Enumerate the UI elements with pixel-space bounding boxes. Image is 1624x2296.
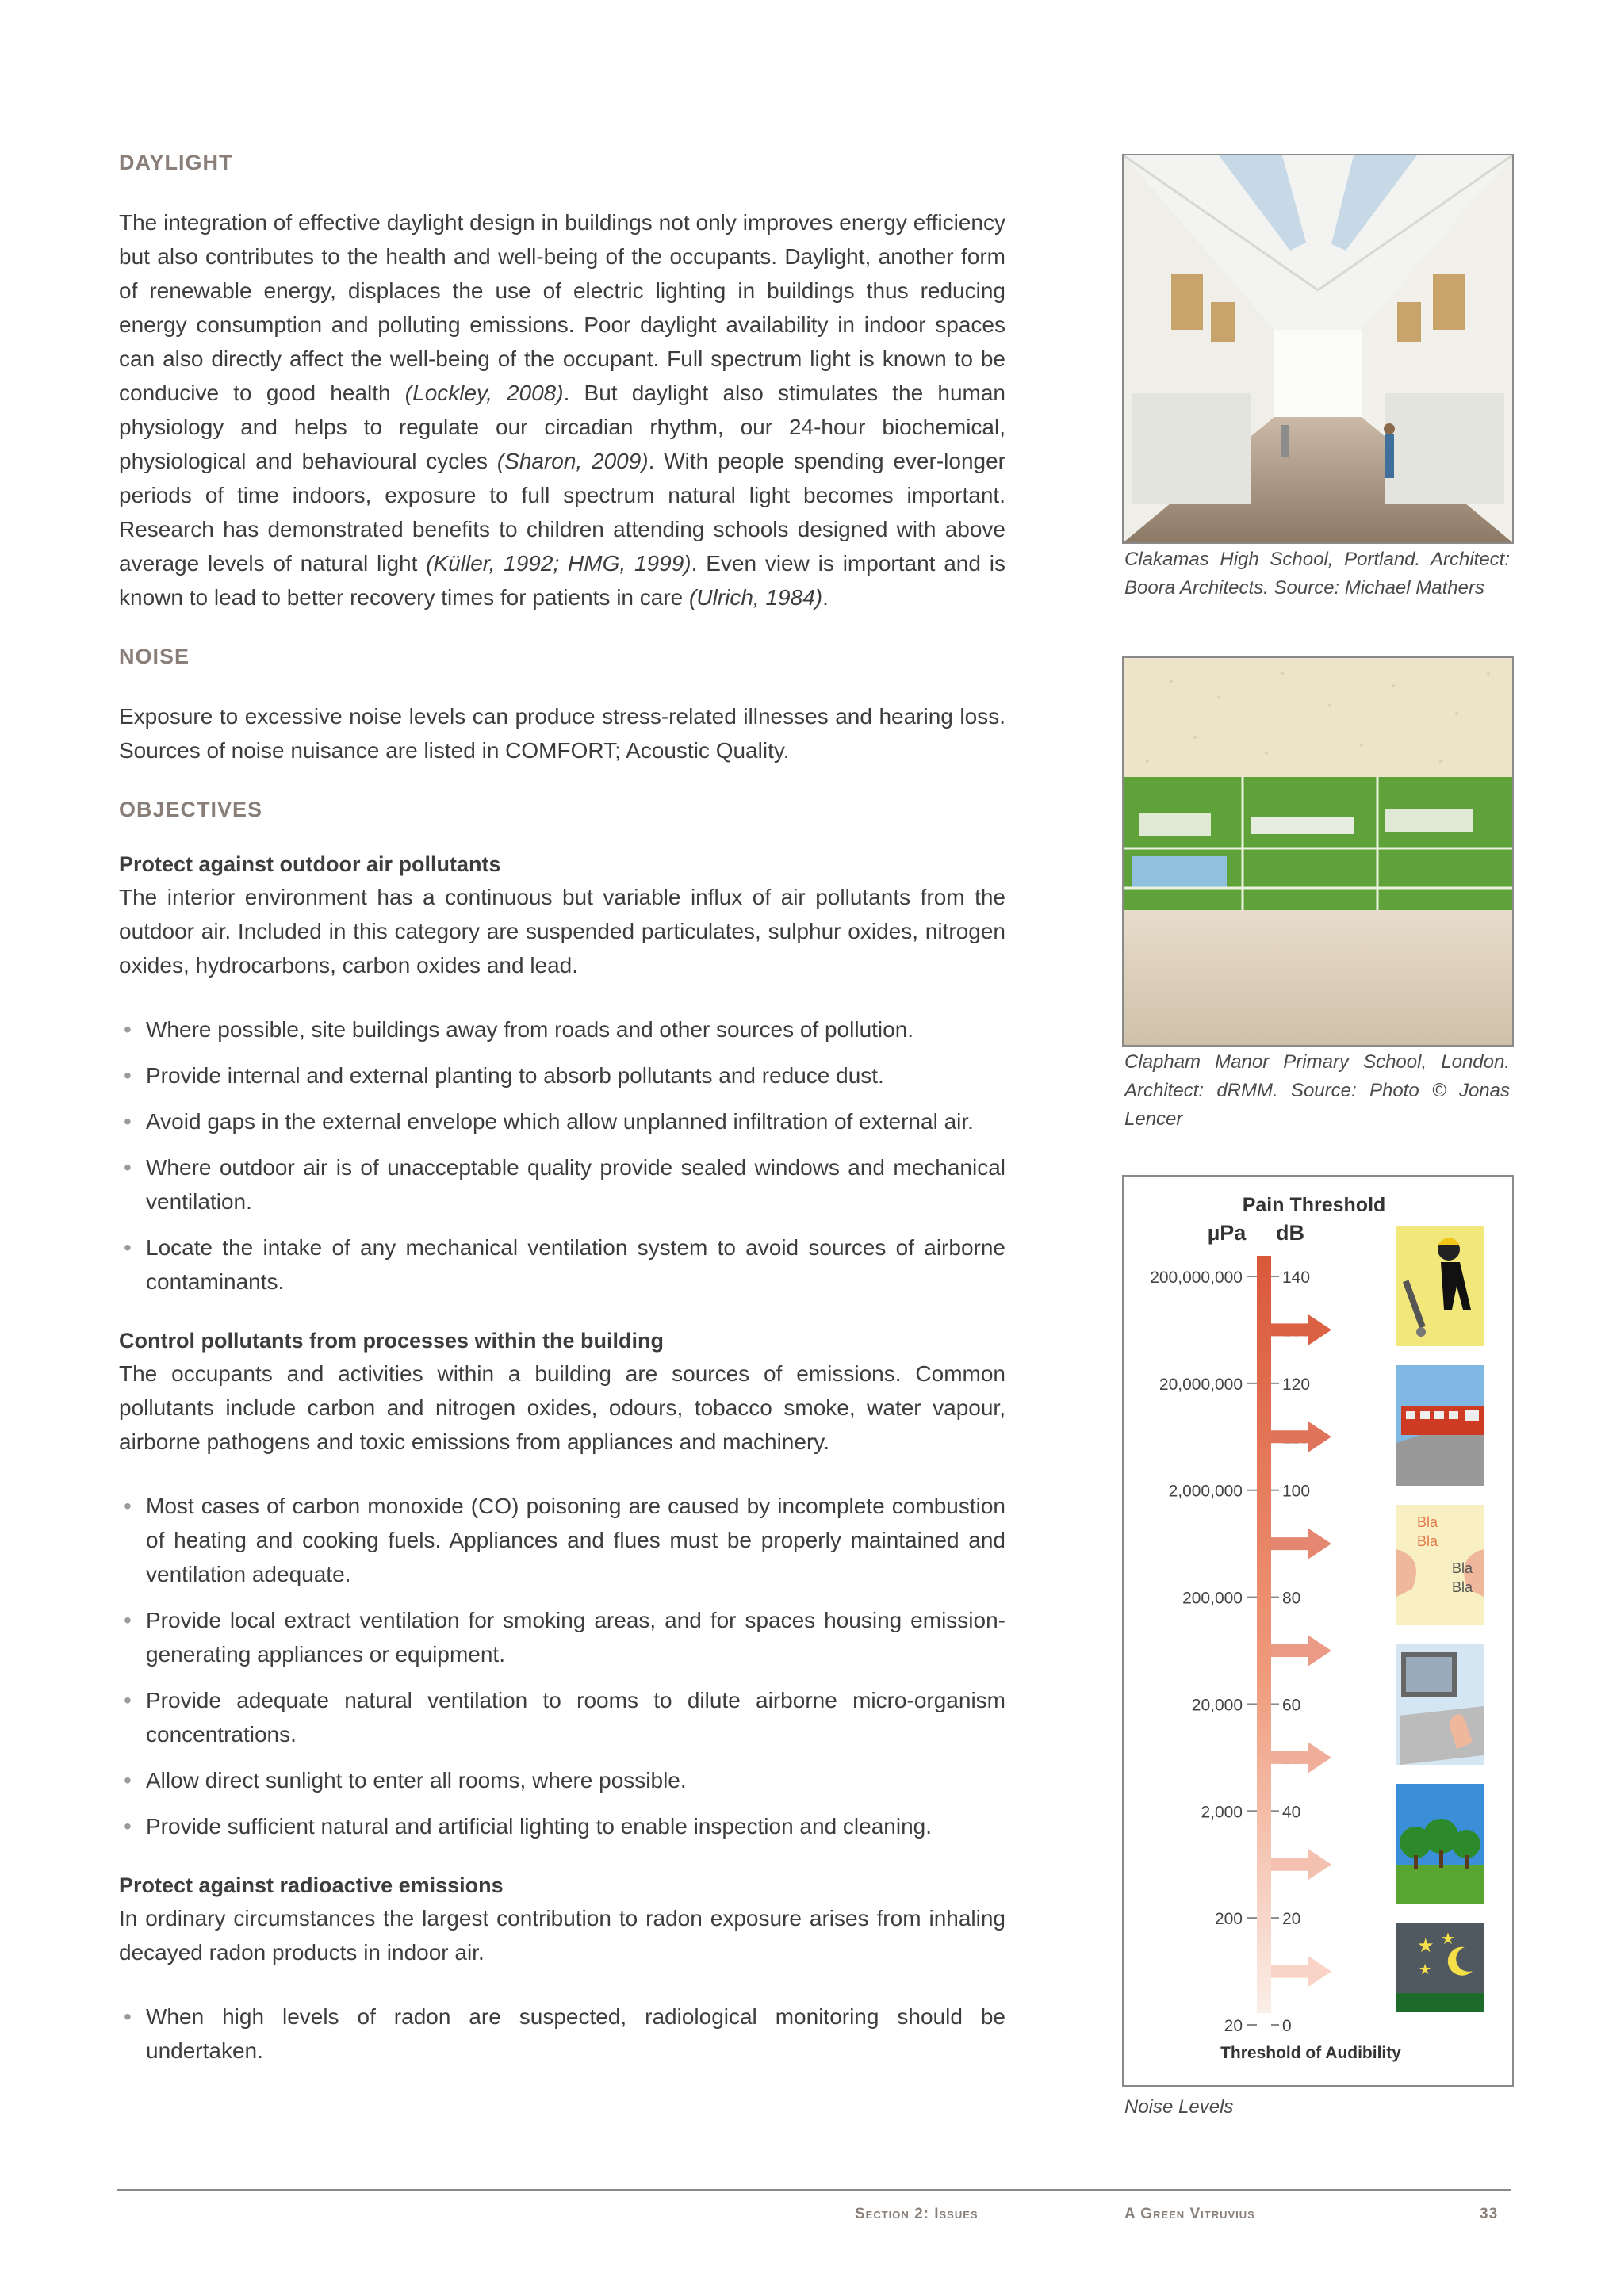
classroom-illustration <box>1124 658 1512 1045</box>
db-tick-label: 80 <box>1282 1589 1301 1608</box>
process-pollutants-list <box>119 1489 1005 1843</box>
computer-keyboard-icon <box>1396 1644 1484 1765</box>
outdoor-pollutants-paragraph: The interior environment has a continuous but variable influx of air pollutants from the outdoor air. Included in this category are suspended particulates, sulphur oxides, nitrogen oxides, hydrocarbons, carbon oxides and lead. <box>119 885 1005 978</box>
db-tick-label: 140 <box>1282 1269 1311 1287</box>
citation: (Sharon, 2009) <box>496 449 649 473</box>
jackhammer-icon <box>1396 1226 1484 1346</box>
list-item: • Where possible, site buildings away from roads and other sources of pollution. <box>119 1012 1005 1047</box>
night-sky-icon <box>1396 1923 1484 2012</box>
speech-text: Bla <box>1417 1514 1438 1530</box>
footer-section: Section 2: Issues <box>855 2206 979 2222</box>
noise-scale-svg <box>1124 1177 1512 2085</box>
level-arrow <box>1271 1421 1331 1452</box>
svg-text:★: ★ <box>1441 1929 1455 1948</box>
speech-text: Bla <box>1452 1560 1473 1576</box>
footer-book-title: A Green Vitruvius <box>1124 2206 1255 2222</box>
list-item: • Allow direct sunlight to enter all rooms, where possible. <box>119 1763 1005 1797</box>
main-text-column <box>119 151 1005 2098</box>
db-tick-label: 40 <box>1282 1803 1301 1822</box>
corridor-photo <box>1122 154 1514 544</box>
level-arrow <box>1271 1849 1331 1881</box>
level-arrow <box>1271 1956 1331 1988</box>
upa-tick-label: 200 <box>1214 1910 1243 1929</box>
corridor-illustration <box>1124 155 1512 542</box>
scale-bar <box>1257 1256 1271 2013</box>
upa-tick-label: 200,000 <box>1182 1589 1243 1608</box>
outdoor-pollutants-list <box>119 1012 1005 1299</box>
citation: (Küller, 1992; HMG, 1999) <box>426 551 691 576</box>
citation: (Ulrich, 1984) <box>689 585 823 610</box>
db-axis-label: dB <box>1276 1221 1304 1245</box>
noise-paragraph: Exposure to excessive noise levels can produce stress-related illnesses and hearing loss. Sources of noise nuisance are listed in COMFORT; Acoustic Quality. <box>119 704 1005 763</box>
db-tick-label: 0 <box>1282 2017 1292 2035</box>
classroom-photo <box>1122 656 1514 1047</box>
train-icon <box>1396 1365 1484 1486</box>
outdoor-pollutants-subheading: Protect against outdoor air pollutants <box>119 852 501 876</box>
list-item: • Most cases of carbon monoxide (CO) poisoning are caused by incomplete combustion of heating and cooking fuels. Appliances and flues must be properly maintained and ventilation adequate. <box>119 1489 1005 1591</box>
corridor-caption: Clakamas High School, Portland. Architect: Boora Architects. Source: Michael Mathers <box>1124 549 1510 599</box>
db-tick-label: 120 <box>1282 1375 1311 1394</box>
chart-title: Pain Threshold <box>1242 1194 1386 1216</box>
upa-axis-label: µPa <box>1207 1221 1247 1245</box>
radioactive-list <box>119 1999 1005 2068</box>
speech-text: Bla <box>1452 1579 1473 1595</box>
list-item: • Locate the intake of any mechanical ventilation system to avoid sources of airborne contaminants. <box>119 1230 1005 1299</box>
level-arrow <box>1271 1742 1331 1774</box>
process-pollutants-subheading: Control pollutants from processes within the building <box>119 1329 665 1353</box>
upa-tick-label: 2,000 <box>1201 1803 1243 1822</box>
upa-tick-label: 20,000 <box>1191 1696 1243 1715</box>
list-item: • When high levels of radon are suspected, radiological monitoring should be undertaken. <box>119 1999 1005 2068</box>
svg-text:★: ★ <box>1419 1961 1432 1978</box>
level-arrow <box>1271 1314 1331 1345</box>
list-item: • Provide adequate natural ventilation to rooms to dilute airborne micro-organism concentrations. <box>119 1683 1005 1751</box>
objectives-heading: OBJECTIVES <box>119 798 263 821</box>
noise-levels-caption: Noise Levels <box>1124 2096 1234 2118</box>
upa-tick-label: 20,000,000 <box>1159 1375 1243 1394</box>
radioactive-subheading: Protect against radioactive emissions <box>119 1873 504 1897</box>
daylight-paragraph: The integration of effective daylight design in buildings not only improves energy efficiency but also contributes to the health and well-being of the occupants. Daylight, another form of renewable energy, displaces the use of electric lighting in buildings thus reducing energy consumption and polluting emissions. Poor daylight availability in indoor spaces can also directly affect the well-being of the occupant. Full spectrum light is known to be conducive to good health (Lockley, 2008). But daylight also stimulates the human physiology and helps to regulate our circadian rhythm, our 24-hour biochemical, physiological and behavioural cycles (Sharon, 2009). With people spending ever-longer periods of time indoors, exposure to full spectrum natural light becomes important. Research has demonstrated benefits to children attending schools designed with above average levels of natural light (Küller, 1992; HMG, 1999). Even view is important and is known to lead to better recovery times for patients in care (Ulrich, 1984). <box>119 210 1006 610</box>
upa-tick-label: 200,000,000 <box>1150 1269 1243 1287</box>
noise-heading: NOISE <box>119 645 190 668</box>
list-item: • Provide sufficient natural and artificial lighting to enable inspection and cleaning. <box>119 1809 1005 1843</box>
svg-text:★: ★ <box>1417 1934 1434 1957</box>
page-number: 33 <box>1480 2206 1499 2222</box>
classroom-caption: Clapham Manor Primary School, London. Architect: dRMM. Source: Photo © Jonas Lencer <box>1124 1051 1510 1130</box>
noise-levels-chart <box>1122 1175 1514 2087</box>
speech-text: Bla <box>1417 1533 1438 1549</box>
process-pollutants-paragraph: The occupants and activities within a building are sources of emissions. Common pollutants include carbon and nitrogen oxides, odours, tobacco smoke, water vapour, airborne pathogens and toxic emissions from appliances and machinery. <box>119 1361 1005 1454</box>
upa-tick-label: 2,000,000 <box>1168 1482 1243 1501</box>
level-arrow <box>1271 1528 1331 1559</box>
footer-divider <box>117 2189 1511 2191</box>
daylight-heading: DAYLIGHT <box>119 151 233 174</box>
radioactive-paragraph: In ordinary circumstances the largest contribution to radon exposure arises from inhaling decayed radon products in indoor air. <box>119 1906 1005 1965</box>
list-item: • Provide local extract ventilation for smoking areas, and for spaces housing emission-generating appliances or equipment. <box>119 1603 1005 1671</box>
threshold-of-audibility-label: Threshold of Audibility <box>1220 2044 1401 2062</box>
db-tick-label: 60 <box>1282 1696 1301 1715</box>
level-arrow <box>1271 1635 1331 1667</box>
conversation-icon <box>1396 1505 1484 1625</box>
list-item: • Avoid gaps in the external envelope which allow unplanned infiltration of external air. <box>119 1104 1005 1138</box>
list-item: • Where outdoor air is of unacceptable quality provide sealed windows and mechanical ventilation. <box>119 1150 1005 1219</box>
citation: (Lockley, 2008) <box>404 381 564 405</box>
db-tick-label: 100 <box>1282 1482 1311 1501</box>
trees-icon <box>1396 1784 1484 1904</box>
upa-tick-label: 20 <box>1224 2017 1243 2035</box>
db-tick-label: 20 <box>1282 1910 1301 1929</box>
list-item: • Provide internal and external planting to absorb pollutants and reduce dust. <box>119 1058 1005 1093</box>
